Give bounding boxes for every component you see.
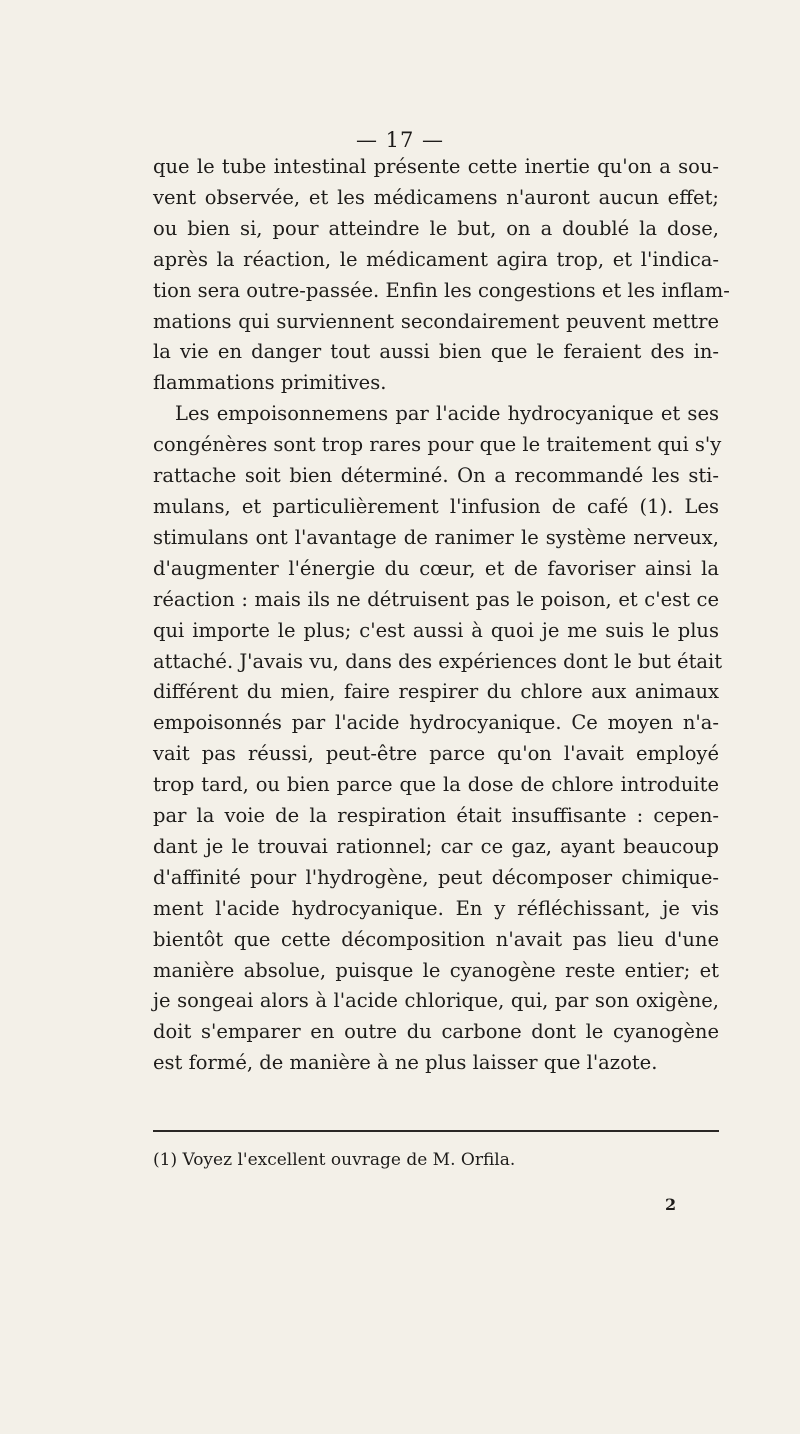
text-line: mations qui surviennent secondairement peuvent mettre <box>153 309 719 333</box>
text-line: ou bien si, pour atteindre le but, on a doublé la dose, <box>153 216 719 240</box>
text-line: dant je le trouvai rationnel; car ce gaz, ayant beaucoup <box>153 834 719 858</box>
text-line: que le tube intestinal présente cette inertie qu'on a sou- <box>153 155 719 178</box>
text-line: qui importe le plus; c'est aussi à quoi je me suis le plus <box>153 618 719 642</box>
text-line: d'augmenter l'énergie du cœur, et de favoriser ainsi la <box>153 556 719 580</box>
text-line: rattache soit bien déterminé. On a recommandé les sti- <box>153 464 719 488</box>
text-line: congénères sont trop rares pour que le traitement qui s'y <box>153 433 722 457</box>
text-line: différent du mien, faire respirer du chlore aux animaux <box>153 680 719 704</box>
text-line: vait pas réussi, peut-être parce qu'on l'avait employé <box>153 742 719 766</box>
text-line: empoisonnés par l'acide hydrocyanique. Ce moyen n'a- <box>153 711 719 735</box>
text-line: doit s'emparer en outre du carbone dont le cyanogène <box>153 1020 719 1044</box>
text-line: vent observée, et les médicamens n'auront aucun effet; <box>153 185 719 209</box>
text-line: après la réaction, le médicament agira trop, et l'indica- <box>153 247 719 271</box>
signature-mark: 2 <box>665 1195 677 1214</box>
text-line: Les empoisonnemens par l'acide hydrocyanique et ses <box>175 402 719 426</box>
text-line: est formé, de manière à ne plus laisser que l'azote. <box>153 1051 658 1075</box>
text-line: mulans, et particulièrement l'infusion de café (1). Les <box>153 494 719 518</box>
text-line: réaction : mais ils ne détruisent pas le poison, et c'est ce <box>153 587 719 611</box>
text-line: manière absolue, puisque le cyanogène reste entier; et <box>153 958 719 982</box>
text-line: je songeai alors à l'acide chlorique, qui, par son oxigène, <box>153 989 719 1013</box>
text-line: bientôt que cette décomposition n'avait pas lieu d'une <box>153 927 719 951</box>
text-line: la vie en danger tout aussi bien que le feraient des in- <box>153 340 719 364</box>
text-line: trop tard, ou bien parce que la dose de chlore introduite <box>153 773 719 797</box>
text-line: flammations primitives. <box>153 371 387 395</box>
text-line: ment l'acide hydrocyanique. En y réfléchissant, je vis <box>153 896 719 920</box>
text-line: d'affinité pour l'hydrogène, peut décomposer chimique- <box>153 865 719 889</box>
body-text <box>153 152 730 1079</box>
text-line: attaché. J'avais vu, dans des expériences dont le but était <box>153 649 723 673</box>
footnote: (1) Voyez l'excellent ouvrage de M. Orfila. <box>153 1150 516 1170</box>
footnote-divider <box>153 1130 719 1132</box>
text-line: tion sera outre-passée. Enfin les congestions et les inflam- <box>153 278 730 302</box>
text-line: par la voie de la respiration était insuffisante : cepen- <box>153 804 719 828</box>
text-line: stimulans ont l'avantage de ranimer le système nerveux, <box>153 525 719 549</box>
page-number: — 17 — <box>355 128 445 152</box>
